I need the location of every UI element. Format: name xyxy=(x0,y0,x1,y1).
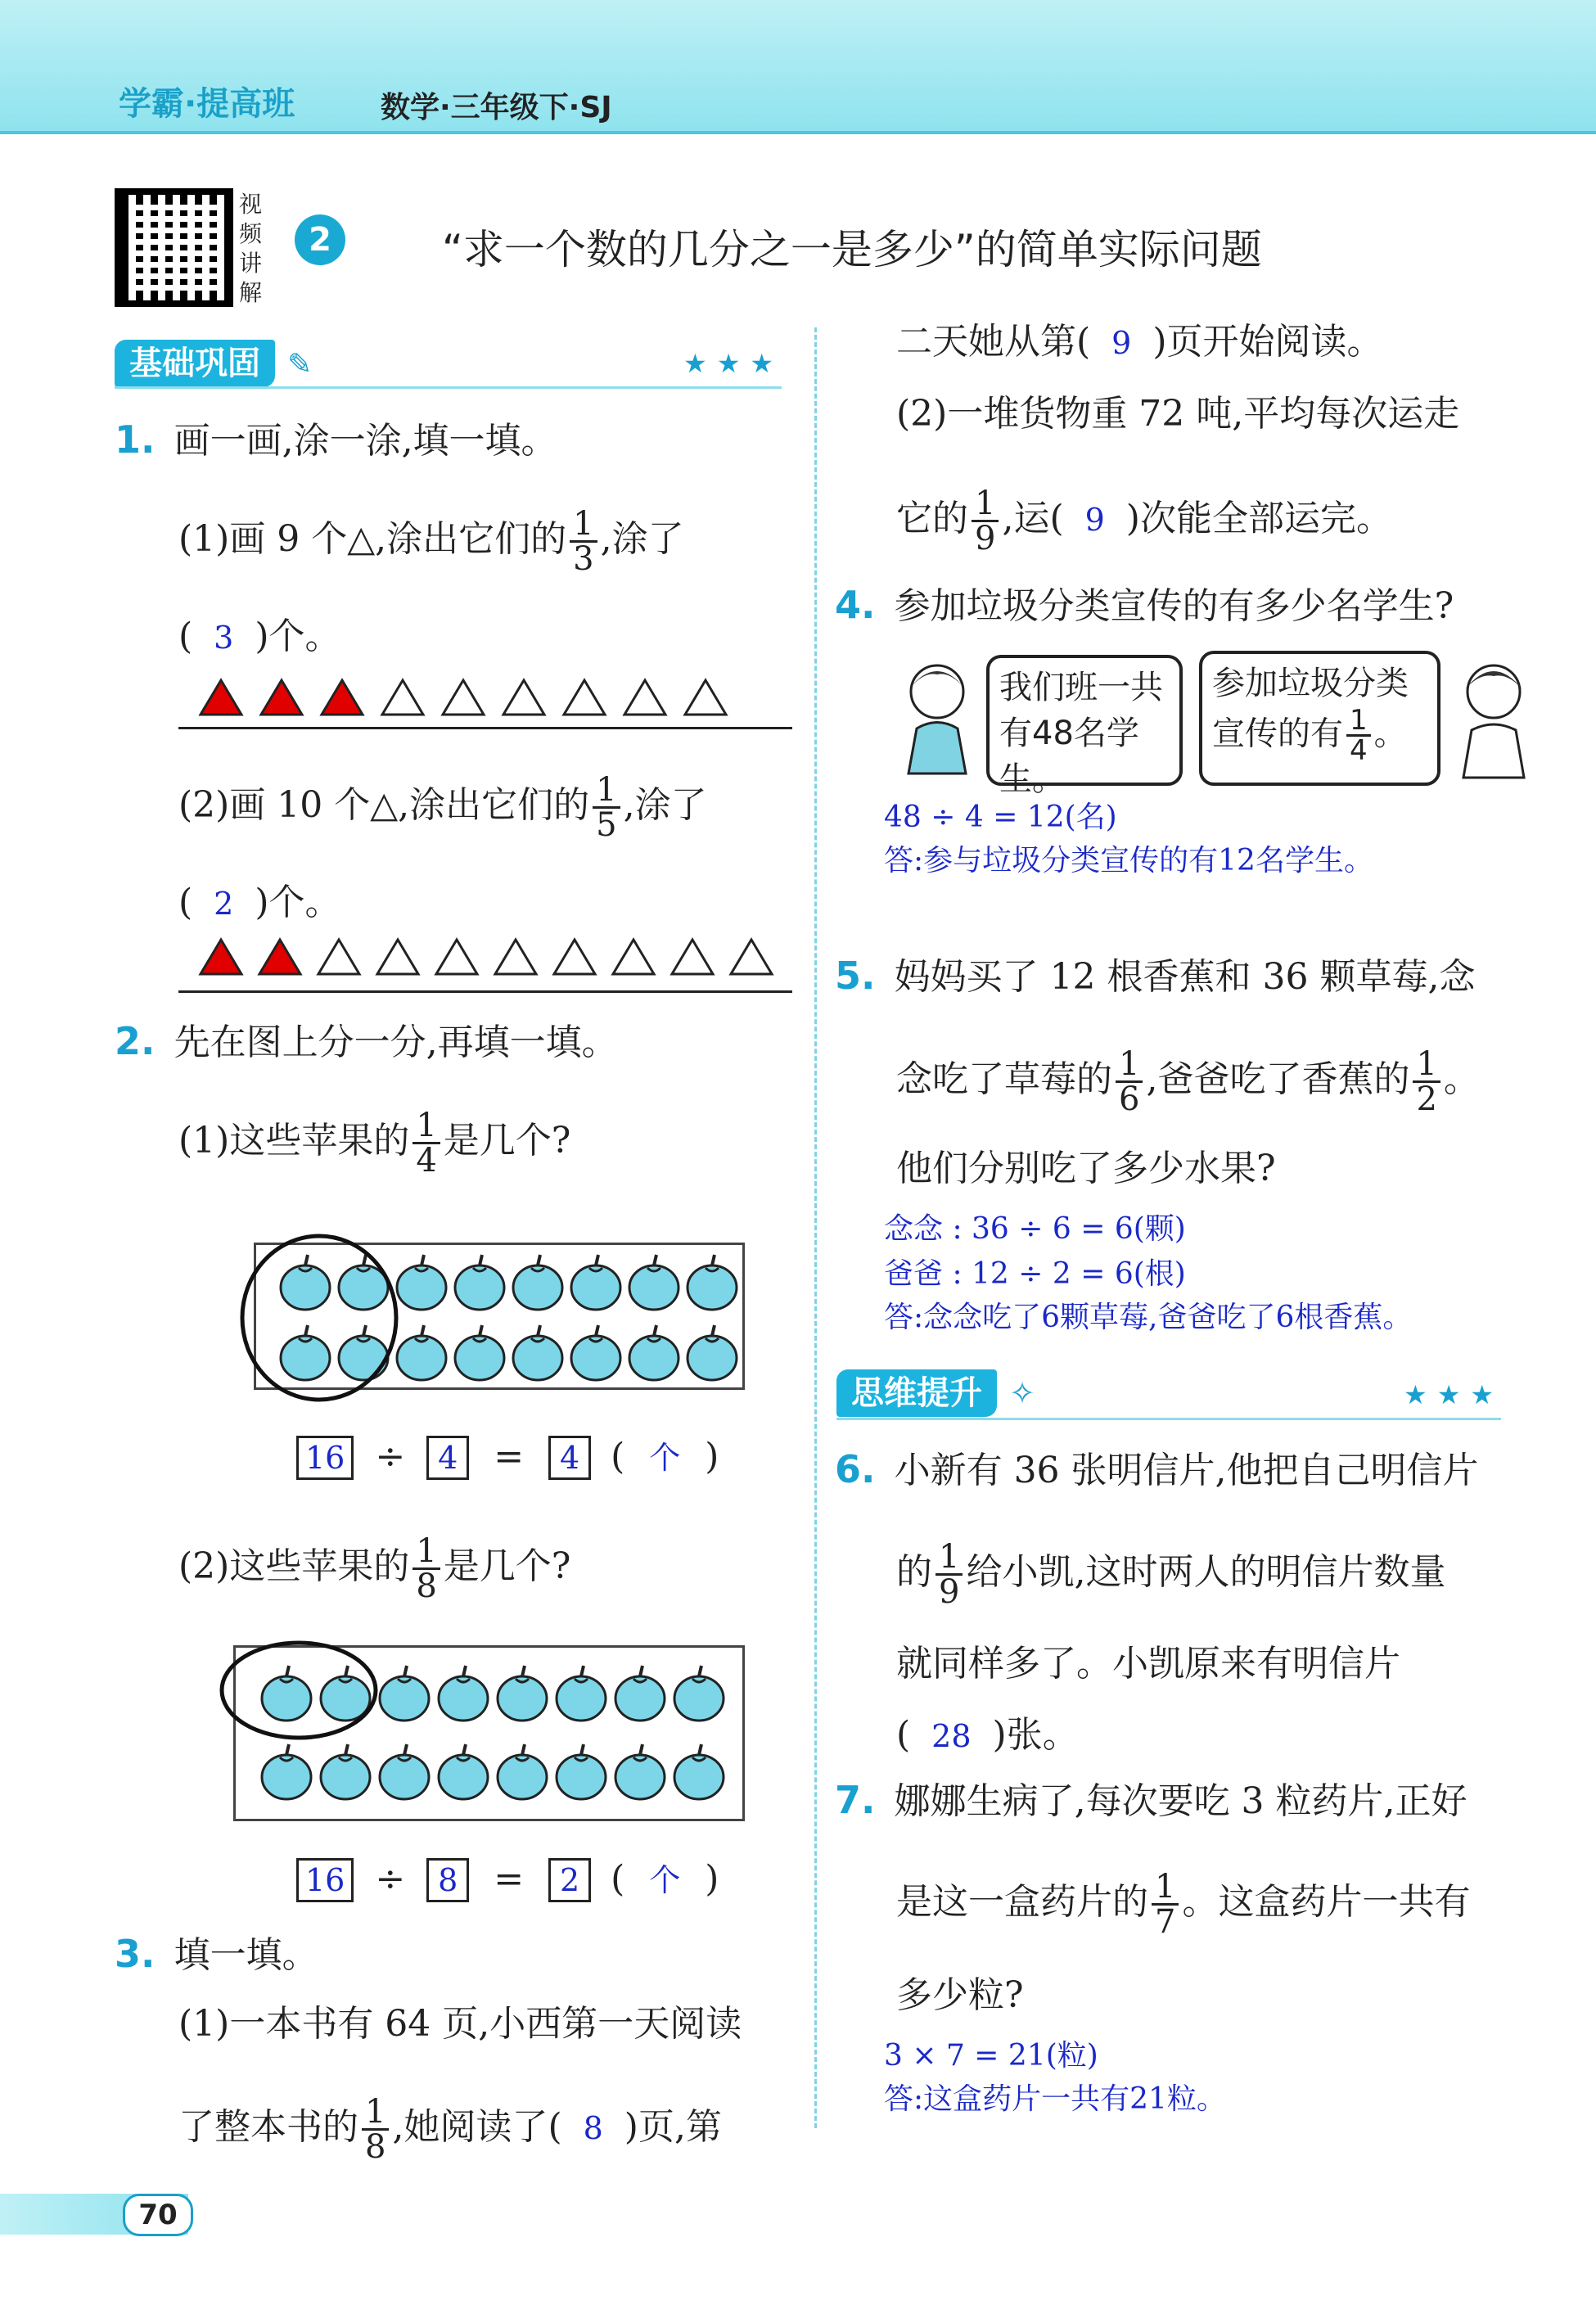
q1-number: 1. xyxy=(115,417,156,462)
q3-header xyxy=(115,1932,318,1978)
q3-p1-answer: 8 xyxy=(583,2110,603,2146)
apple-icon xyxy=(498,1744,547,1799)
apple-icon xyxy=(615,1744,665,1799)
apple-icon xyxy=(615,1666,665,1721)
q1-p2-baseline xyxy=(178,990,792,993)
q7-fraction: $\frac{1}{7}$ xyxy=(1152,1870,1179,1938)
filled-triangle xyxy=(198,937,244,977)
filled-triangle xyxy=(259,678,304,717)
q1-p2-triangles xyxy=(198,937,774,977)
column-divider xyxy=(814,327,817,2128)
q6-header xyxy=(835,1447,1479,1494)
q2-p1-box-c: 4 xyxy=(548,1436,591,1480)
apple-icon xyxy=(629,1325,679,1380)
empty-triangle xyxy=(670,937,715,977)
grouping-circle-1 xyxy=(237,1232,401,1404)
apple-icon xyxy=(262,1744,311,1799)
q2-p2-equation: 16 ÷ 8 = 2 ( 个 ) xyxy=(296,1856,719,1903)
apple-icon xyxy=(439,1666,488,1721)
thinking-tag-wrap xyxy=(836,1367,1035,1414)
q2-p2-line: (2)这些苹果的 $\frac{1}{8}$ 是几个? xyxy=(178,1532,571,1605)
filled-triangle xyxy=(257,937,303,977)
q5-work-2: 爸爸 : 12 ÷ 2 = 6(根) xyxy=(884,1257,1186,1291)
q5-header xyxy=(835,954,1476,1000)
apple-icon xyxy=(321,1744,370,1799)
apple-icon xyxy=(629,1255,679,1310)
q6-number: 6. xyxy=(835,1447,876,1491)
apple-icon xyxy=(513,1255,562,1310)
apple-icon xyxy=(380,1666,429,1721)
q3-p2-line2: 它的 $\frac{1}{9}$ ,运( 9 )次能全部运完。 xyxy=(896,485,1392,557)
q3-p1-line1: (1)一本书有 64 页,小西第一天阅读 xyxy=(178,2003,742,2045)
apple-icon xyxy=(571,1325,620,1380)
bubble-left-line1: 我们班一共 xyxy=(999,669,1163,706)
bubble-right-fraction: $\frac{1}{4}$ xyxy=(1346,706,1371,765)
apple-icon xyxy=(571,1255,620,1310)
qr-pattern xyxy=(131,205,217,291)
q2-p2-box-b: 8 xyxy=(426,1858,469,1902)
girl-right-icon xyxy=(1449,655,1539,782)
q2-p2-box-c: 2 xyxy=(548,1858,591,1902)
q1-p2-line xyxy=(178,771,707,844)
q5-work-1: 念念 : 36 ÷ 6 = 6(颗) xyxy=(884,1212,1186,1246)
q7-line1: 娜娜生病了,每次要吃 3 粒药片,正好 xyxy=(894,1780,1468,1822)
brand-title: 学霸·提高班 xyxy=(119,85,295,123)
speech-bubble-left xyxy=(986,655,1183,798)
empty-triangle xyxy=(434,937,480,977)
difficulty-stars-2: ★★★ xyxy=(1404,1379,1504,1410)
empty-triangle xyxy=(611,937,656,977)
apple-icon xyxy=(674,1744,724,1799)
q1-p2-answer: 2 xyxy=(214,886,234,922)
q3-number: 3. xyxy=(115,1932,156,1976)
apple-icon xyxy=(455,1255,504,1310)
section-badge: 2 xyxy=(295,214,345,265)
q1-p1-triangles xyxy=(198,678,728,717)
q2-p1-line: (1)这些苹果的 $\frac{1}{4}$ 是几个? xyxy=(178,1107,571,1180)
apple-icon xyxy=(674,1666,724,1721)
empty-triangle xyxy=(501,678,547,717)
q6-fraction: $\frac{1}{9}$ xyxy=(936,1540,963,1608)
q7-work-2: 答:这盒药片一共有21粒。 xyxy=(884,2082,1226,2116)
empty-triangle xyxy=(440,678,486,717)
q1-p1-fraction: $\frac{1}{3}$ xyxy=(570,507,597,575)
girl-left-icon xyxy=(892,655,982,778)
q2-p2-fraction: $\frac{1}{8}$ xyxy=(413,1535,440,1603)
q1-p1-pre: (1)画 9 个△,涂出它们的 xyxy=(178,518,567,560)
q5-fraction-2: $\frac{1}{2}$ xyxy=(1413,1048,1440,1116)
q4-text: 参加垃圾分类宣传的有多少名学生? xyxy=(894,585,1454,627)
apple-icon xyxy=(498,1666,547,1721)
q6-line2: 的 $\frac{1}{9}$ 给小凯,这时两人的明信片数量 xyxy=(896,1538,1446,1611)
thinking-tag-rule xyxy=(836,1418,1501,1420)
q2-p1-box-a: 16 xyxy=(296,1436,354,1480)
q3-p1-answer2: 9 xyxy=(1111,325,1132,361)
q5-number: 5. xyxy=(835,954,876,998)
empty-triangle xyxy=(683,678,728,717)
q5-work-3: 答:念念吃了6颗草莓,爸爸吃了6根香蕉。 xyxy=(884,1301,1413,1334)
bubble-right-line1: 参加垃圾分类 xyxy=(1212,665,1409,702)
q2-number: 2. xyxy=(115,1019,156,1063)
q3-p1-line3: 二天她从第( 9 )页开始阅读。 xyxy=(896,321,1383,363)
apple-icon xyxy=(688,1325,737,1380)
empty-triangle xyxy=(552,937,597,977)
q2-p2-box-a: 16 xyxy=(296,1858,354,1902)
q5-line3: 他们分别吃了多少水果? xyxy=(896,1148,1276,1189)
empty-triangle xyxy=(561,678,607,717)
basic-tag: 基础巩固 xyxy=(115,340,275,387)
q1-p2-post: ,涂了 xyxy=(623,784,707,826)
q1-p2-pre: (2)画 10 个△,涂出它们的 xyxy=(178,784,590,826)
q4-header xyxy=(835,583,1454,629)
header-rule xyxy=(0,131,1596,134)
q7-header xyxy=(835,1778,1468,1825)
sparkle-icon: ✧ xyxy=(1009,1375,1035,1411)
q2-p1-equation: 16 ÷ 4 = 4 ( 个 ) xyxy=(296,1434,719,1481)
basic-tag-wrap xyxy=(115,337,312,384)
q7-line3: 多少粒? xyxy=(896,1974,1024,2016)
apple-icon xyxy=(513,1325,562,1380)
q1-text: 画一画,涂一涂,填一填。 xyxy=(174,420,557,462)
apple-icon xyxy=(380,1744,429,1799)
empty-triangle xyxy=(316,937,362,977)
q6-line4: ( 28 )张。 xyxy=(896,1714,1079,1756)
q5-line2: 念吃了草莓的 $\frac{1}{6}$ ,爸爸吃了香蕉的 $\frac{1}{2}$ 。 xyxy=(896,1045,1480,1118)
q6-line3: 就同样多了。小凯原来有明信片 xyxy=(896,1643,1400,1685)
filled-triangle xyxy=(198,678,244,717)
q1-p1-line xyxy=(178,505,684,578)
empty-triangle xyxy=(493,937,539,977)
q5-fraction-1: $\frac{1}{6}$ xyxy=(1116,1048,1143,1116)
thinking-tag: 思维提升 xyxy=(836,1369,997,1417)
q6-answer: 28 xyxy=(931,1718,972,1754)
q2-p2-unit: 个 xyxy=(649,1862,681,1898)
q3-p1-fraction: $\frac{1}{8}$ xyxy=(362,2095,389,2163)
apple-icon xyxy=(455,1325,504,1380)
bubble-left-line2: 有48名学生。 xyxy=(999,715,1139,798)
subject-title: 数学·三年级下·SJ xyxy=(381,91,612,124)
apple-icon xyxy=(557,1666,606,1721)
q1-p1-baseline xyxy=(178,727,792,729)
q1-p1-answer-line: ( 3 )个。 xyxy=(178,616,341,657)
q1-p2-answer-line: ( 2 )个。 xyxy=(178,882,341,923)
q3-p2-fraction: $\frac{1}{9}$ xyxy=(972,487,999,555)
q1-p2-fraction: $\frac{1}{5}$ xyxy=(593,774,620,841)
q3-p2-line1: (2)一堆货物重 72 吨,平均每次运走 xyxy=(896,393,1460,435)
empty-triangle xyxy=(622,678,668,717)
q2-text: 先在图上分一分,再填一填。 xyxy=(174,1022,618,1063)
q2-p1-fraction: $\frac{1}{4}$ xyxy=(413,1109,440,1177)
q4-work-2: 答:参与垃圾分类宣传的有12名学生。 xyxy=(884,844,1373,877)
q1-p1-post: ,涂了 xyxy=(600,518,684,560)
q2-p1-box-b: 4 xyxy=(426,1436,469,1480)
empty-triangle xyxy=(380,678,426,717)
speech-bubble-right: 参加垃圾分类 宣传的有 $\frac{1}{4}$ 。 xyxy=(1199,651,1440,786)
apple-icon xyxy=(397,1325,446,1380)
q4-number: 4. xyxy=(835,583,876,627)
q2-p1-unit: 个 xyxy=(649,1440,681,1476)
q4-work-1: 48 ÷ 4 = 12(名) xyxy=(884,801,1117,834)
q3-text: 填一填。 xyxy=(174,1934,318,1976)
section-title: “求一个数的几分之一是多少”的简单实际问题 xyxy=(442,226,1262,273)
q3-p1-line2: 了整本书的 $\frac{1}{8}$ ,她阅读了( 8 )页,第 xyxy=(178,2093,722,2166)
empty-triangle xyxy=(375,937,421,977)
difficulty-stars: ★★★ xyxy=(683,348,784,379)
grouping-circle-2 xyxy=(217,1637,381,1743)
apple-icon xyxy=(688,1255,737,1310)
pencil-icon: ✎ xyxy=(287,348,313,381)
apple-icon xyxy=(397,1255,446,1310)
q7-line2: 是这一盒药片的 $\frac{1}{7}$ 。这盒药片一共有 xyxy=(896,1868,1471,1941)
q7-number: 7. xyxy=(835,1778,876,1822)
filled-triangle xyxy=(319,678,365,717)
q3-p2-answer: 9 xyxy=(1084,502,1105,538)
q5-line1: 妈妈买了 12 根香蕉和 36 颗草莓,念 xyxy=(894,956,1476,998)
q2-header xyxy=(115,1019,618,1066)
apple-icon xyxy=(439,1744,488,1799)
q7-work-1: 3 × 7 = 21(粒) xyxy=(884,2039,1098,2073)
page-number: 70 xyxy=(123,2194,193,2236)
q1-header xyxy=(115,417,557,464)
empty-triangle xyxy=(728,937,774,977)
q1-p1-answer: 3 xyxy=(214,620,234,656)
q6-line1: 小新有 36 张明信片,他把自己明信片 xyxy=(894,1450,1479,1491)
qr-label: 视频讲解 xyxy=(239,191,263,306)
basic-tag-rule xyxy=(115,386,782,389)
apple-icon xyxy=(557,1744,606,1799)
